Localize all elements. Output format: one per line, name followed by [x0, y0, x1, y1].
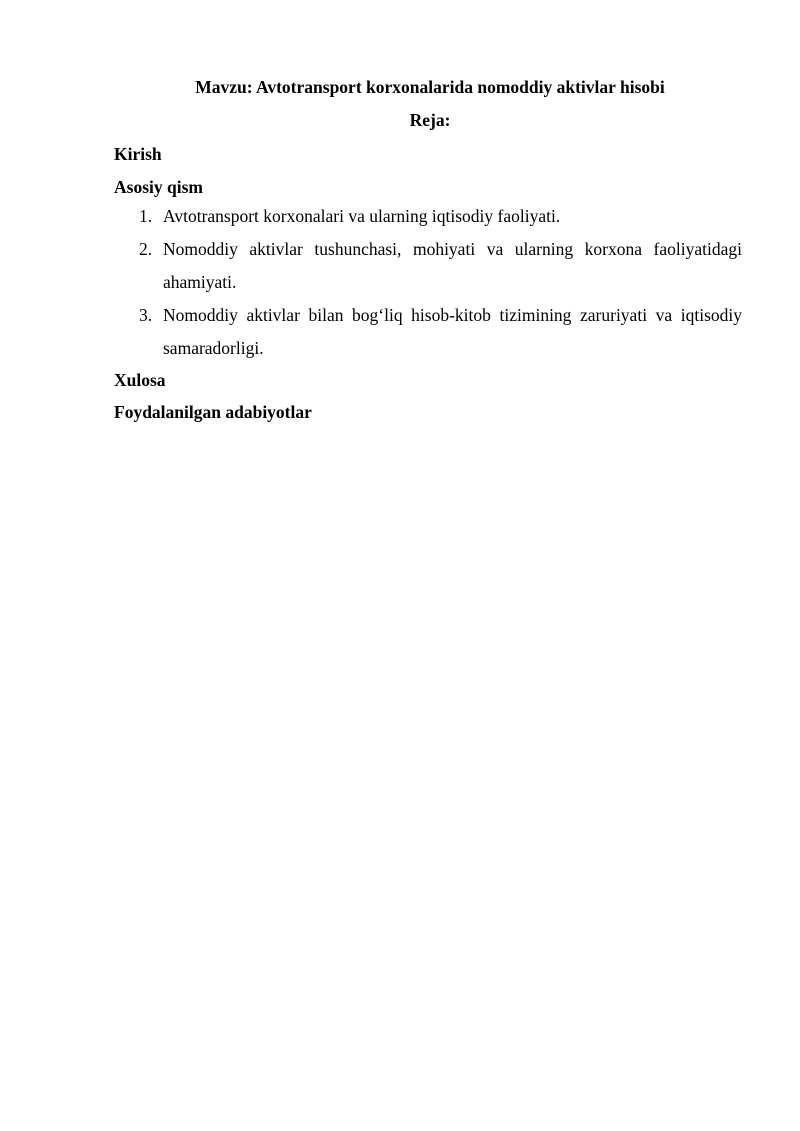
references-heading: Foydalanilgan adabiyotlar: [114, 402, 312, 422]
document-title: Mavzu: Avtotransport korxonalarida nomoddiy aktivlar hisobi: [195, 77, 665, 97]
intro-heading: Kirish: [114, 144, 162, 164]
plan-list-item-3: [139, 299, 742, 365]
conclusion-heading: Xulosa: [114, 370, 166, 390]
list-number: 2.: [139, 239, 153, 259]
list-number: 1.: [139, 206, 153, 226]
list-item-text: Avtotransport korxonalari va ularning iqtisodiy faoliyati.: [163, 206, 561, 226]
plan-list-item-1: [139, 200, 742, 233]
main-part-heading: Asosiy qism: [114, 177, 203, 197]
list-item-text: Nomoddiy aktivlar tushunchasi, mohiyati va ularning korxona faoliyatidagi ahamiyati.: [163, 239, 742, 292]
list-item-text: Nomoddiy aktivlar bilan bog‘liq hisob-kitob tizimining zaruriyati va iqtisodiy samaradorligi.: [163, 305, 742, 358]
list-number: 3.: [139, 305, 153, 325]
plan-list-item-2: [139, 233, 742, 299]
plan-label: Reja:: [409, 110, 451, 130]
